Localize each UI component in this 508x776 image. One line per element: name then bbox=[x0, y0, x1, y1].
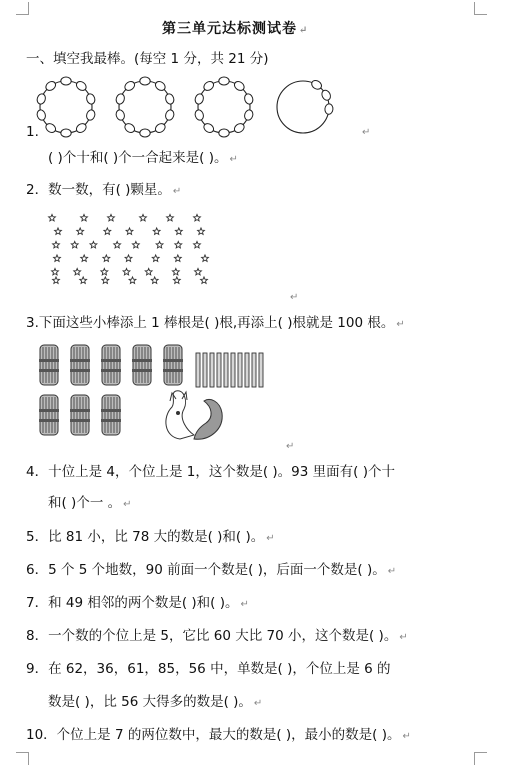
single-stick bbox=[238, 353, 242, 387]
bead bbox=[243, 93, 254, 105]
star-icon bbox=[175, 241, 182, 248]
star-icon bbox=[175, 228, 182, 235]
bead bbox=[85, 93, 96, 105]
star-icon bbox=[103, 255, 110, 262]
paragraph-mark-q2-figure: ↵ bbox=[290, 292, 299, 303]
star-icon bbox=[71, 241, 78, 248]
q2-question-text: 2．数一数，有( )颗星。 bbox=[26, 182, 171, 198]
star-icon bbox=[151, 277, 158, 284]
bead bbox=[194, 109, 205, 121]
star-icon bbox=[52, 268, 59, 275]
star-icon bbox=[125, 255, 132, 262]
bead bbox=[325, 104, 334, 115]
star-icon bbox=[54, 255, 61, 262]
section-heading-text: 一、填空我最棒。(每空 1 分，共 21 分) bbox=[26, 51, 269, 67]
star-icon bbox=[74, 268, 81, 275]
bead bbox=[219, 129, 229, 137]
star-icon bbox=[198, 228, 205, 235]
star-icon bbox=[53, 241, 60, 248]
q8-question-text: 8．一个数的个位上是 5，它比 60 大比 70 小，这个数是( )。 bbox=[26, 628, 398, 644]
q4-line-2-text: 和( )个一 。 bbox=[48, 495, 122, 511]
bead-ring bbox=[194, 77, 254, 137]
q4-line-1 bbox=[26, 463, 395, 481]
q7-question: 7．和 49 相邻的两个数是( )和( )。 ↵ bbox=[26, 595, 249, 611]
star-icon bbox=[55, 228, 62, 235]
q5-question: 5．比 81 小，比 78 大的数是( )和( )。 ↵ bbox=[26, 529, 275, 545]
stick-bundle bbox=[163, 345, 183, 385]
star-icon bbox=[145, 268, 152, 275]
q4-line-2: 和( )个一 。 ↵ bbox=[48, 495, 132, 511]
single-stick bbox=[210, 353, 214, 387]
q9-line-1-text: 9．在 62，36，61，85，56 中，单数是( )，个位上是 6 的 bbox=[26, 661, 391, 677]
q3-question: 3.下面这些小棒添上 1 棒根是( )根,再添上( )根就是 100 根。 ↵ bbox=[26, 315, 405, 331]
q5-question-text: 5．比 81 小，比 78 大的数是( )和( )。 bbox=[26, 529, 265, 545]
single-stick bbox=[245, 353, 249, 387]
bead bbox=[243, 109, 254, 121]
section-heading bbox=[26, 50, 268, 68]
bead bbox=[36, 109, 47, 121]
star-icon bbox=[81, 214, 88, 221]
star-icon bbox=[202, 255, 209, 262]
bead bbox=[115, 93, 126, 105]
bead bbox=[61, 129, 71, 137]
document-title bbox=[162, 18, 308, 38]
paragraph-mark-q3-figure: ↵ bbox=[286, 441, 295, 452]
star-icon bbox=[108, 214, 115, 221]
star-icon bbox=[167, 214, 174, 221]
title-text: 第三单元达标测试卷 bbox=[162, 21, 297, 37]
star-icon bbox=[152, 255, 159, 262]
star-icon bbox=[173, 277, 180, 284]
crop-mark-top-left bbox=[16, 2, 29, 15]
bead bbox=[164, 109, 175, 121]
bead-rings-figure bbox=[36, 76, 356, 138]
stick-bundle bbox=[70, 345, 90, 385]
q1-number bbox=[26, 123, 39, 141]
stick-bundle bbox=[132, 345, 152, 385]
star-icon bbox=[140, 214, 147, 221]
star-icon bbox=[156, 241, 163, 248]
q10-question: 10．个位上是 7 的两位数中，最大的数是( )，最小的数是( )。 ↵ bbox=[26, 727, 411, 743]
single-stick bbox=[231, 353, 235, 387]
bead bbox=[85, 109, 96, 121]
q10-question-text: 10．个位上是 7 的两位数中，最大的数是( )，最小的数是( )。 bbox=[26, 727, 401, 743]
star-icon bbox=[201, 277, 208, 284]
q9-line-2-text: 数是( )，比 56 大得多的数是( )。 bbox=[48, 694, 252, 710]
single-stick bbox=[252, 353, 256, 387]
bead bbox=[320, 89, 332, 102]
paragraph-mark: ↵ bbox=[299, 25, 309, 36]
bead bbox=[61, 77, 71, 85]
star-icon bbox=[77, 228, 84, 235]
stick-bundle bbox=[101, 345, 121, 385]
stick-bundle bbox=[70, 395, 90, 435]
single-stick bbox=[224, 353, 228, 387]
star-icon bbox=[101, 268, 108, 275]
q2-question: 2．数一数，有( )颗星。 ↵ bbox=[26, 182, 182, 198]
sticks-figure bbox=[38, 343, 278, 447]
paragraph-mark-q1-figure: ↵ bbox=[362, 127, 371, 138]
q1-question-text: ( )个十和( )个一合起来是( )。 bbox=[48, 150, 228, 166]
stick-bundle bbox=[39, 395, 59, 435]
crop-mark-top-right bbox=[474, 2, 487, 15]
bead bbox=[219, 77, 229, 85]
q8-question: 8．一个数的个位上是 5，它比 60 大比 70 小，这个数是( )。 ↵ bbox=[26, 628, 408, 644]
stick-bundle bbox=[39, 345, 59, 385]
bead bbox=[115, 109, 126, 121]
star-icon bbox=[114, 241, 121, 248]
star-icon bbox=[174, 255, 181, 262]
bead-ring bbox=[36, 77, 96, 137]
star-icon bbox=[126, 228, 133, 235]
q6-question: 6．5 个 5 个地数，90 前面一个数是( )，后面一个数是( )。 ↵ bbox=[26, 562, 397, 578]
q9-line-1 bbox=[26, 660, 391, 678]
star-icon bbox=[194, 241, 201, 248]
bead-ring bbox=[115, 77, 175, 137]
bead bbox=[140, 77, 150, 85]
single-stick bbox=[217, 353, 221, 387]
star-icon bbox=[195, 268, 202, 275]
stars-figure bbox=[46, 212, 206, 292]
squirrel-icon bbox=[166, 391, 222, 439]
star-icon bbox=[49, 214, 56, 221]
q9-line-2: 数是( )，比 56 大得多的数是( )。 ↵ bbox=[48, 694, 263, 710]
q1-number-text: 1. bbox=[26, 124, 39, 140]
star-icon bbox=[81, 255, 88, 262]
star-icon bbox=[194, 214, 201, 221]
star-icon bbox=[132, 241, 139, 248]
star-icon bbox=[123, 268, 130, 275]
star-icon bbox=[53, 277, 60, 284]
star-icon bbox=[172, 268, 179, 275]
q1-question: ( )个十和( )个一合起来是( )。 ↵ bbox=[48, 150, 238, 166]
single-stick bbox=[196, 353, 200, 387]
star-icon bbox=[102, 277, 109, 284]
star-icon bbox=[104, 228, 111, 235]
bead bbox=[194, 93, 205, 105]
crop-mark-bottom-right bbox=[474, 752, 487, 765]
single-stick bbox=[259, 353, 263, 387]
star-icon bbox=[129, 277, 136, 284]
bead bbox=[36, 93, 47, 105]
bead bbox=[164, 93, 175, 105]
bead-ring bbox=[277, 79, 333, 133]
bead bbox=[140, 129, 150, 137]
q7-question-text: 7．和 49 相邻的两个数是( )和( )。 bbox=[26, 595, 239, 611]
stick-bundle bbox=[101, 395, 121, 435]
q6-question-text: 6．5 个 5 个地数，90 前面一个数是( )，后面一个数是( )。 bbox=[26, 562, 386, 578]
q3-question-text: 3.下面这些小棒添上 1 棒根是( )根,再添上( )根就是 100 根。 bbox=[26, 315, 395, 331]
star-icon bbox=[153, 228, 160, 235]
q4-line-1-text: 4．十位上是 4，个位上是 1，这个数是( )。93 里面有( )个十 bbox=[26, 464, 395, 480]
star-icon bbox=[80, 277, 87, 284]
crop-mark-bottom-left bbox=[16, 752, 29, 765]
single-stick bbox=[203, 353, 207, 387]
star-icon bbox=[90, 241, 97, 248]
